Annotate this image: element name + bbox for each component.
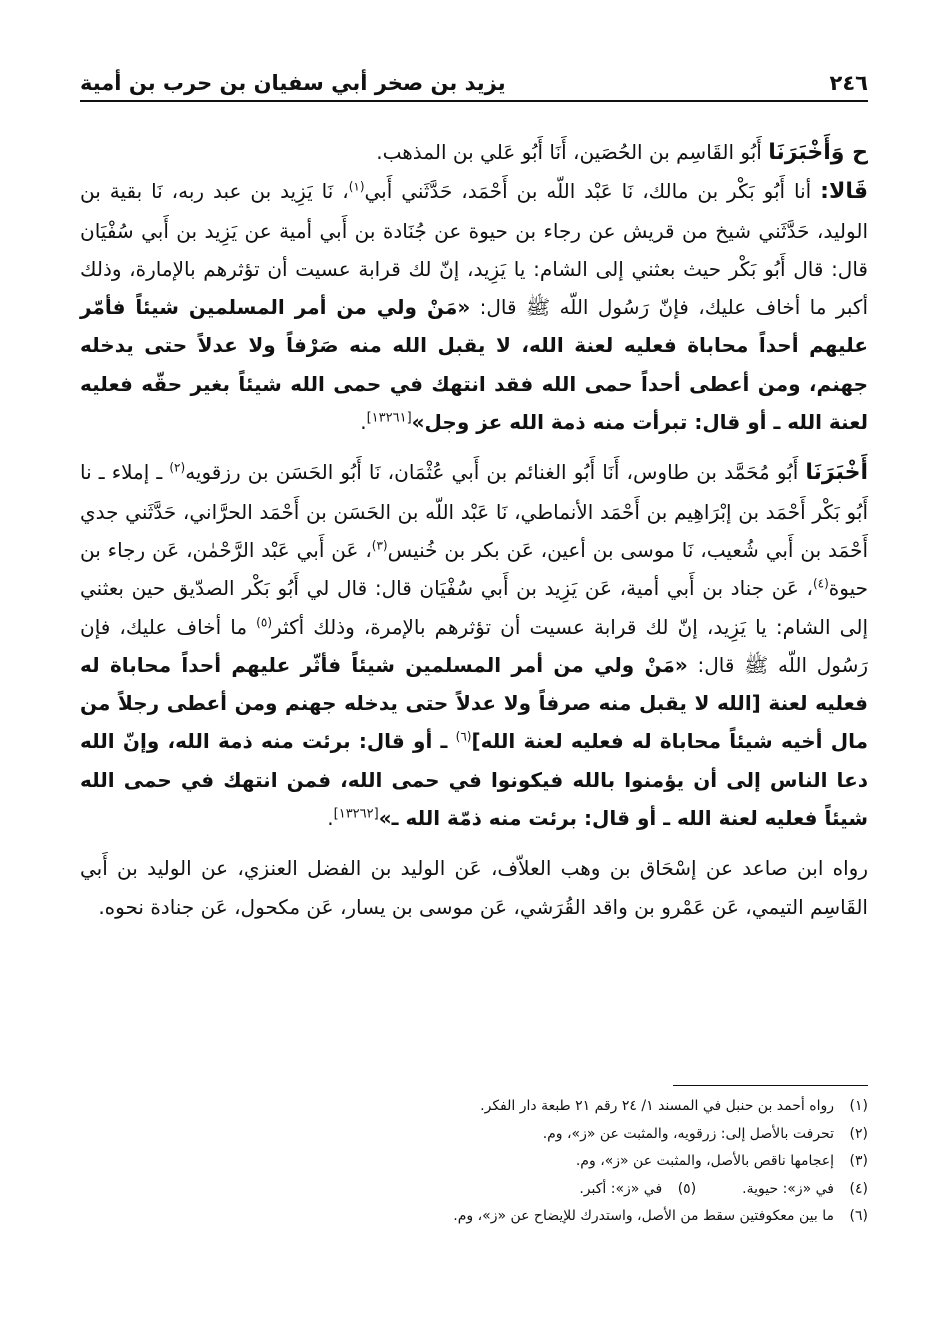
hadith-number: [١٣٢٦٢] [333, 806, 379, 822]
hadith-text: «مَنْ ولي من أمر المسلمين شيئاً فأثّر عليهم أحداً محاباة له فعليه لعنة [الله لا يقبل منه صرفاً ولا عدلاً حتى يدخله جهنم ومن أعطى رجلاً من مال أخيه شيئاً محاباة له فعليه لعنة الله] [80, 652, 868, 754]
footnote-ref-5: (٥) [256, 614, 272, 629]
paragraph-text: أَبُو القَاسِم بن الحُصَين، أَنَا أَبُو عَلي بن المذهب. [376, 140, 769, 164]
footnote-ref-4: (٤) [812, 576, 829, 591]
footnote-ref-1: (١) [348, 179, 365, 194]
paragraph-text: ، عَن جناد بن أَبي أمية، عَن يَزِيد بن أَبي سُفْيَان قال: قال لي أَبُو بَكْر الصدّيق حين بعثني إلى الشام: يا يَزِيد، إنّ لك قرابة عسيت أن تؤثرهم بالإمرة، وذلك أكثر [80, 576, 868, 639]
paragraph-3 [80, 453, 868, 837]
paragraph-4 [80, 849, 868, 926]
body-text [80, 133, 868, 926]
paragraph-end: . [327, 806, 334, 831]
footnote-spacer [696, 1176, 742, 1204]
paragraph-text: أَبُو مُحَمَّد بن طاوس، أَنَا أَبُو الغنائم بن أَبي عُثْمَان، نَا أَبُو الحَسَن بن رزقويه [185, 460, 806, 485]
footnote-text: رواه أحمد بن حنبل في المسند ١/ ٢٤ رقم ٢١ طبعة دار الفكر. [480, 1098, 834, 1114]
footnotes [80, 1093, 868, 1231]
footnote-ref-2: (٢) [169, 460, 186, 475]
footnote-item [80, 1203, 868, 1231]
paragraph-text: ـ إملاء ـ نا أَبُو بَكْر أَحْمَد بن إبْرَاهِيم بن أَحْمَد الأنماطي، نَا عَبْد اللّه بن الحَسَن بن أَحْمَد الحرَّاني، حَدَّثَني جدي أَحْمَد بن أَبي شُعيب، نَا موسى بن أعين، عَن بكر بن خُنيس [80, 460, 869, 562]
footnote-number: (٤) [849, 1180, 868, 1197]
paragraph-lead: قَالا: [820, 179, 868, 205]
paragraph-text: أنا أَبُو بَكْر بن مالك، نَا عَبْد اللّه بن أَحْمَد، حَدَّثَني أَبي [364, 179, 821, 204]
footnote-number: (٦) [849, 1208, 868, 1225]
footnote-number: (٥) [677, 1180, 697, 1197]
paragraph-lead: أَخْبَرَنَا [805, 460, 868, 486]
paragraph-1 [80, 133, 868, 172]
hadith-text: ـ أو قال: برئت منه ذمة الله، وإنّ الله دعا الناس إلى أن يؤمنوا بالله فيكونوا في حمى الله، فمن انتهك في حمى الله شيئاً فعليه لعنة الله ـ أو قال: برئت منه ذمّة الله ـ» [80, 729, 868, 831]
footnote-text: في «ز»: حيوية. [742, 1180, 834, 1197]
footnote-ref-6: (٦) [455, 729, 472, 744]
paragraph-text: ، نَا يَزِيد بن عبد ربه، نَا بقية بن الوليد، حَدَّثَني شيخ من قريش عن رجاء بن حيوة عن جُنَادة بن أَبي أمية عن يَزِيد بن أَبي سُفْيَان قال: قال أَبُو بَكْر حيث بعثني إلى الشام: يا يَزِيد، إنّ لك قرابة عسيت أن تؤثرهم بالإمارة، وذلك أكبر ما أخاف عليك، فإنّ رَسُول اللّه ﷺ قال: [80, 179, 868, 320]
footnote-text: ما بين معكوفتين سقط من الأصل، واستدرك للإيضاح عن «ز»، وم. [453, 1208, 834, 1225]
paragraph-text: رواه ابن صاعد عن إسْحَاق بن وهب العلاّف، عَن الوليد بن الفضل العنزي، عن الوليد بن أَبي القَاسِم التيمي، عَن عَمْرو بن واقد القُرَشي، عَن موسى بن يسار، عَن مكحول، عَن جنادة نحوه. [80, 856, 868, 919]
paragraph-text: ، عَن أَبي عَبْد الرَّحْمٰن، عَن رجاء بن حيوة [80, 537, 868, 601]
footnote-number: (٢) [849, 1125, 868, 1142]
paragraph-lead: ح وَأَخْبَرَنَا [768, 140, 868, 165]
page-number: ٢٤٦ [829, 71, 868, 95]
footnote-rule [673, 1085, 868, 1086]
paragraph-2 [80, 172, 868, 441]
paragraph-text: ما أخاف عليك، فإن رَسُول اللّه ﷺ قال: [80, 614, 868, 677]
footnote-item [80, 1093, 868, 1121]
footnote-ref-3: (٣) [371, 538, 388, 553]
footnote-item [80, 1121, 868, 1149]
footnote-text: تحرفت بالأصل إلى: زرقويه، والمثبت عن «ز»، وم. [542, 1125, 834, 1142]
footnote-text: في «ز»: أكبر. [579, 1180, 663, 1197]
paragraph-end: . [360, 410, 367, 435]
header-rule [80, 100, 868, 102]
footnote-item [80, 1148, 868, 1176]
hadith-number: [١٣٢٦١] [366, 410, 412, 426]
footnote-text: إعجامها ناقص بالأصل، والمثبت عن «ز»، وم. [575, 1153, 834, 1170]
hadith-text: «مَنْ ولي من أمر المسلمين شيئاً فأمّر عليهم أحداً محاباة فعليه لعنة الله، لا يقبل الله منه صَرْفاً ولا عدلاً حتى يدخله جهنم، ومن أعطى أحداً حمى الله فقد انتهك في حمى الله شيئاً بغير حقّه فعليه لعنة الله ـ أو قال: تبرأت منه ذمة الله عز وجل» [80, 295, 868, 435]
footnote-item [80, 1176, 868, 1204]
running-title: يزيد بن صخر أبي سفيان بن حرب بن أمية [80, 71, 506, 95]
footnote-number: (١) [849, 1098, 868, 1114]
footnote-number: (٣) [849, 1153, 868, 1170]
page-header [80, 58, 868, 98]
